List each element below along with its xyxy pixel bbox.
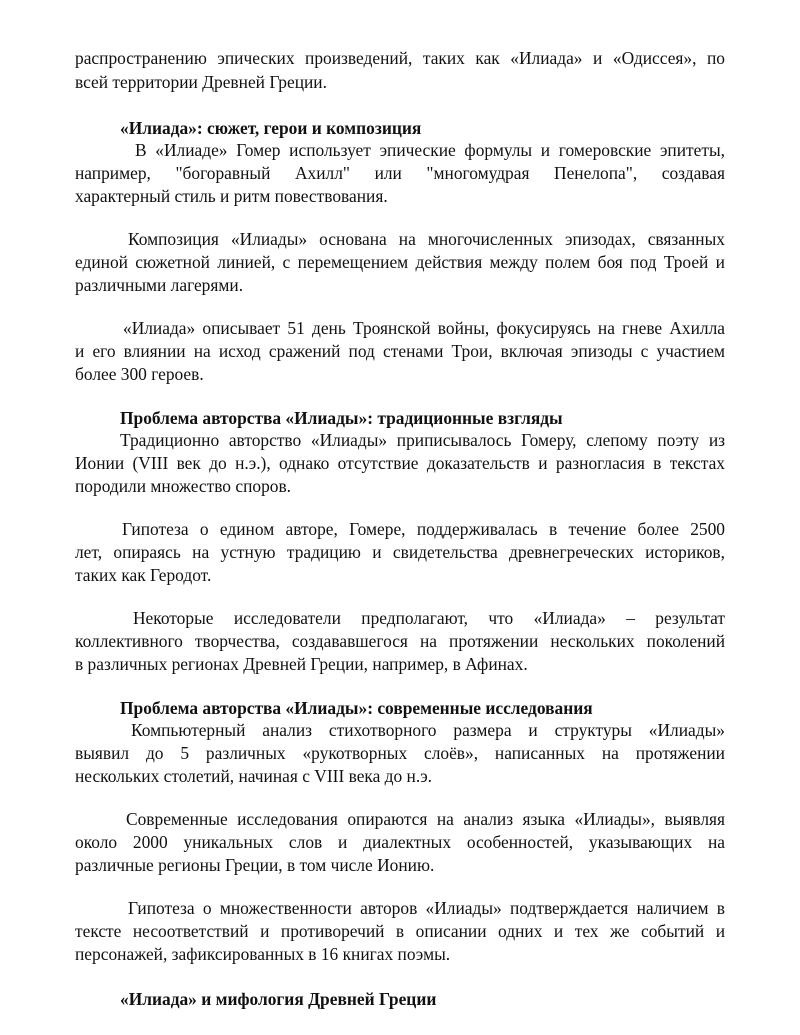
paragraph-line: В «Илиаде» Гомер использует эпические формулы и гомеровские эпитеты,: [135, 140, 725, 160]
paragraph-line: единой сюжетной линией, с перемещением действия между полем боя под Троей и: [75, 252, 725, 272]
paragraph-line: Гипотеза о множественности авторов «Илиады» подтверждается наличием в: [128, 898, 725, 918]
paragraph-line: например, "богоравный Ахилл" или "многомудрая Пенелопа", создавая: [75, 163, 725, 183]
paragraph-line: различными лагерями.: [75, 275, 244, 295]
paragraph-line: Компьютерный анализ стихотворного размера и структуры «Илиады»: [131, 720, 725, 740]
paragraph-line: Традиционно авторство «Илиады» приписывалось Гомеру, слепому поэту из: [120, 430, 725, 450]
paragraph-line: Некоторые исследователи предполагают, что «Илиада» – результат: [133, 608, 725, 628]
section-heading: Проблема авторства «Илиады»: современные исследования: [120, 698, 593, 718]
paragraph-line: выявил до 5 различных «рукотворных слоёв», написанных на протяжении: [75, 743, 725, 763]
paragraph-line: коллективного творчества, создававшегося на протяжении нескольких поколений: [75, 631, 725, 651]
paragraph-line: тексте несоответствий и противоречий в описании одних и тех же событий и: [75, 921, 725, 941]
paragraph-line: Композиция «Илиады» основана на многочисленных эпизодах, связанных: [128, 229, 725, 249]
paragraph-line: Современные исследования опираются на анализ языка «Илиады», выявляя: [126, 809, 725, 829]
paragraph-line: Ионии (VIII век до н.э.), однако отсутствие доказательств и разногласия в текстах: [75, 453, 725, 473]
paragraph-line: характерный стиль и ритм повествования.: [75, 186, 388, 206]
intro-line: распространению эпических произведений, таких как «Илиада» и «Одиссея», по: [75, 48, 725, 68]
section-heading: Проблема авторства «Илиады»: традиционные взгляды: [120, 408, 563, 428]
paragraph-line: Гипотеза о едином авторе, Гомере, поддерживалась в течение более 2500: [122, 519, 725, 539]
paragraph-line: около 2000 уникальных слов и диалектных особенностей, указывающих на: [75, 832, 725, 852]
intro-line: всей территории Древней Греции.: [75, 72, 327, 92]
paragraph-line: нескольких столетий, начиная с VIII века до н.э.: [75, 766, 433, 786]
paragraph-line: различные регионы Греции, в том числе Ионию.: [75, 855, 435, 875]
section-heading: «Илиада» и мифология Древней Греции: [120, 989, 437, 1009]
section-heading: «Илиада»: сюжет, герои и композиция: [120, 118, 422, 138]
paragraph-line: в различных регионах Древней Греции, например, в Афинах.: [75, 654, 528, 674]
paragraph-line: персонажей, зафиксированных в 16 книгах поэмы.: [75, 944, 451, 964]
paragraph-line: таких как Геродот.: [75, 565, 212, 585]
paragraph-line: породили множество споров.: [75, 476, 292, 496]
paragraph-line: и его влиянии на исход сражений под стенами Трои, включая эпизоды с участием: [75, 341, 725, 361]
paragraph-line: более 300 героев.: [75, 364, 204, 384]
paragraph-line: «Илиада» описывает 51 день Троянской войны, фокусируясь на гневе Ахилла: [123, 318, 725, 338]
paragraph-line: лет, опираясь на устную традицию и свидетельства древнегреческих историков,: [75, 542, 725, 562]
